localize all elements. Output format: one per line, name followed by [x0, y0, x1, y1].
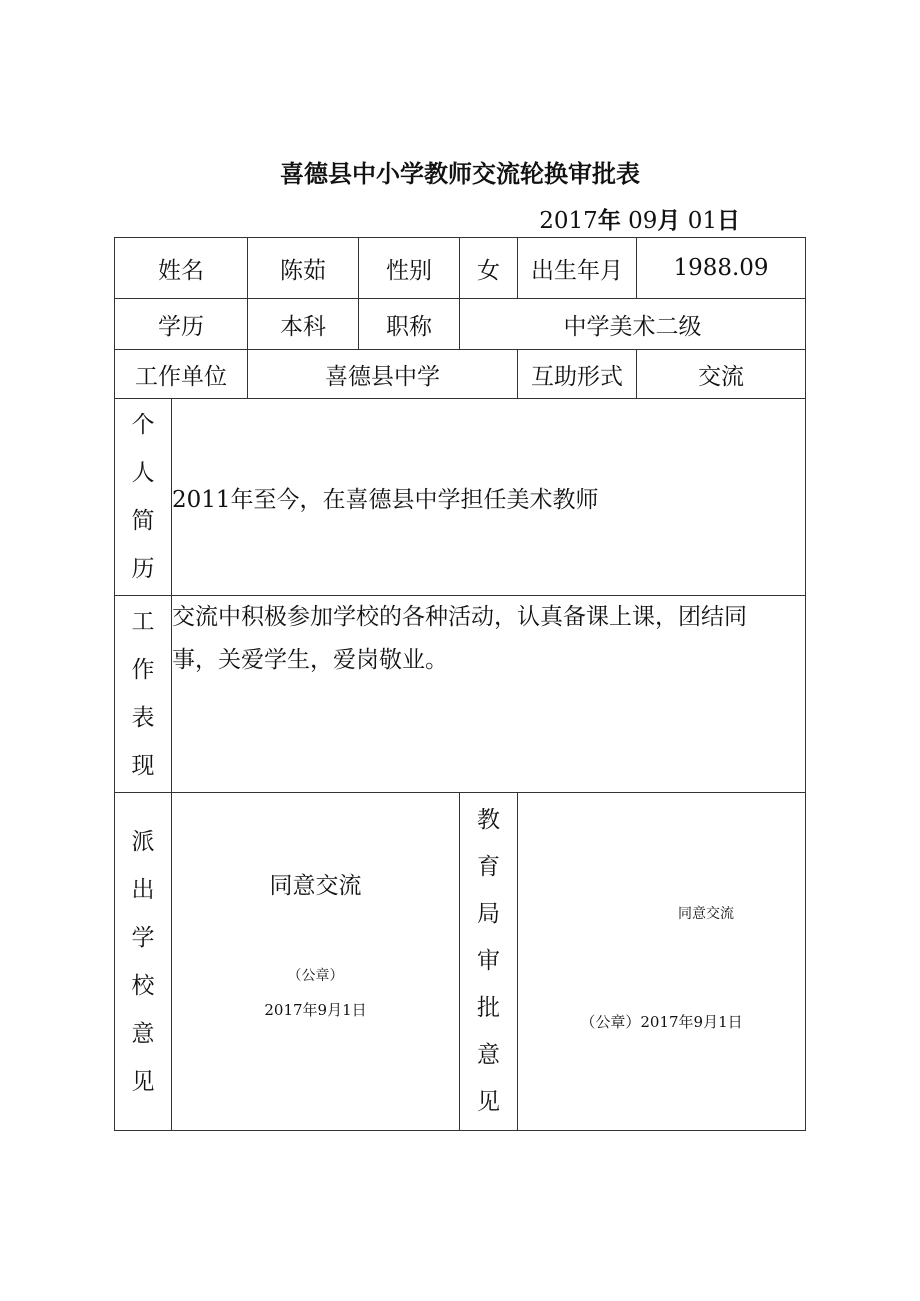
bureau-opinion-label-char: 教 [477, 807, 500, 833]
work-unit-label: 工作单位 [114, 349, 248, 399]
performance-label [114, 595, 172, 793]
date-day-unit: 日 [717, 208, 740, 234]
exchange-form-value: 交流 [636, 349, 806, 399]
resume-label-char: 人 [131, 460, 155, 486]
bureau-opinion-label-char: 批 [477, 995, 500, 1021]
school-opinion-label-char: 学 [131, 924, 155, 951]
gender-label: 性别 [358, 237, 460, 299]
birth-label: 出生年月 [517, 237, 637, 299]
bureau-opinion-label-char: 见 [477, 1089, 500, 1115]
education-label: 学历 [114, 298, 248, 350]
school-opinion-date: 2017年9月1日 [264, 1001, 367, 1019]
bureau-opinion-label-char: 意 [477, 1042, 500, 1068]
resume-label [114, 398, 172, 596]
performance-label-char: 作 [131, 657, 155, 683]
school-seal: （公章） [287, 968, 344, 984]
resume-content: 2011年至今，在喜德县中学担任美术教师 [172, 486, 599, 513]
form-title: 喜德县中小学教师交流轮换审批表 [280, 160, 640, 188]
work-unit-value: 喜德县中学 [247, 349, 518, 399]
performance-content-line-2: 事，关爱学生，爱岗敬业。 [172, 647, 448, 673]
bureau-opinion-label-char: 育 [477, 854, 500, 880]
name-label: 姓名 [114, 237, 248, 299]
education-value: 本科 [247, 298, 359, 350]
job-title-label: 职称 [358, 298, 460, 350]
date-year: 2017 [539, 208, 598, 234]
bureau-opinion-cell [517, 792, 806, 1131]
date-month: 09 [628, 208, 658, 234]
resume-label-char: 历 [131, 556, 155, 582]
bureau-opinion-label-char: 局 [477, 901, 500, 927]
bureau-opinion-label [459, 792, 518, 1131]
resume-content-cell [171, 398, 806, 596]
exchange-form-label: 互助形式 [517, 349, 637, 399]
school-opinion-label-char: 意 [131, 1020, 155, 1047]
name-value: 陈茹 [247, 237, 359, 299]
school-opinion-cell [171, 792, 460, 1131]
school-opinion-label-char: 出 [131, 876, 155, 903]
performance-content-line-1: 交流中积极参加学校的各种活动，认真备课上课，团结同 [172, 604, 747, 630]
school-opinion-label [114, 792, 172, 1131]
date-day: 01 [687, 208, 717, 234]
school-opinion-label-char: 见 [131, 1068, 155, 1095]
performance-label-char: 现 [131, 753, 155, 779]
school-opinion-label-char: 派 [131, 828, 155, 855]
bureau-seal-date: （公章）2017年9月1日 [580, 1013, 743, 1031]
performance-content-cell [171, 595, 806, 793]
form-date [539, 202, 740, 235]
school-opinion-label-char: 校 [131, 972, 155, 999]
bureau-opinion-text: 同意交流 [678, 906, 734, 922]
resume-label-char: 简 [131, 508, 155, 534]
date-year-unit: 年 [597, 208, 621, 234]
resume-label-char: 个 [131, 412, 155, 438]
gender-value: 女 [459, 237, 518, 299]
school-opinion-text: 同意交流 [269, 873, 362, 899]
date-month-unit: 月 [657, 208, 681, 234]
performance-label-char: 工 [131, 609, 155, 635]
performance-label-char: 表 [131, 705, 155, 731]
birth-value: 1988.09 [636, 237, 806, 299]
job-title-value: 中学美术二级 [459, 298, 806, 350]
bureau-opinion-label-char: 审 [477, 948, 500, 974]
